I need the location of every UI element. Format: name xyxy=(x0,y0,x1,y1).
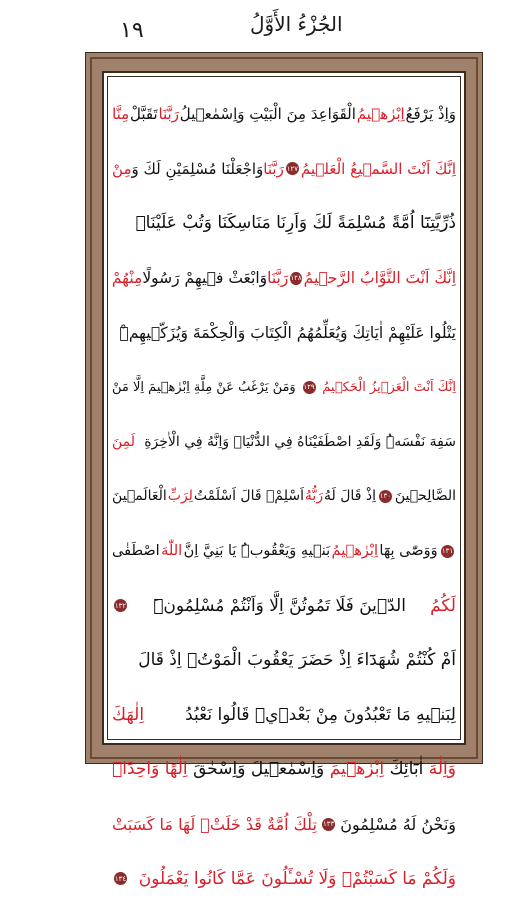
text-line xyxy=(112,415,456,470)
text-line xyxy=(112,305,456,360)
text-line xyxy=(112,688,456,743)
text-segment: وَنَحْنُ لَهُ مُسْلِمُونَ xyxy=(340,814,456,834)
text-line xyxy=(112,87,456,142)
text-line xyxy=(112,469,456,524)
text-segment: الدّٖينَ فَلَا تَمُوتُنَّ اِلَّا وَاَنْتُمْ مُسْلِمُونَۜ xyxy=(153,595,406,616)
verse-number-marker: ١٣٤ xyxy=(114,872,127,885)
highlighted-text-segment: اِلٰهَكَ xyxy=(112,704,145,725)
text-segment: بَنٖيهِ وَيَعْقُوبُۜ يَا بَنِيَّ اِنَّ xyxy=(183,543,331,560)
verse-number-marker: ١٣٣ xyxy=(322,818,335,831)
highlighted-text-segment: رَبَّنَا xyxy=(263,159,284,178)
text-segment: الْقَوَاعِدَ مِنَ الْبَيْتِ وَاِسْمٰعٖيلُ xyxy=(179,105,356,124)
text-segment: اِذْ قَالَ لَهُ xyxy=(324,488,376,505)
highlighted-text-segment: لَمِنَ xyxy=(112,433,136,450)
text-line xyxy=(112,142,456,197)
highlighted-text-segment: اِنَّكَ اَنْتَ الْعَزٖيزُ الْحَكٖيمُ xyxy=(322,379,456,395)
highlighted-text-segment: وَلَكُمْ مَا كَسَبْتُمْۚ وَلَا تُسْـَٔلُونَ عَمَّا كَانُوا يَعْمَلُونَ xyxy=(138,868,456,889)
highlighted-text-segment: رَبُّهُ xyxy=(304,488,324,505)
quran-text-block xyxy=(112,87,456,906)
text-line xyxy=(112,742,456,797)
text-segment: اَمْ كُنْتُمْ شُهَدَٓاءَ اِذْ حَضَرَ يَعْقُوبَ الْمَوْتُۙ اِذْ قَالَ xyxy=(138,650,456,671)
highlighted-text-segment: لِرَبِّ xyxy=(167,488,193,505)
text-segment: وَاجْعَلْنَا مُسْلِمَيْنِ لَكَ وَ xyxy=(131,159,264,178)
highlighted-text-segment: اِبْرٰهٖيمَ xyxy=(329,759,385,780)
text-segment: وَابْعَثْ فٖيهِمْ رَسُولًا xyxy=(142,269,268,288)
text-line xyxy=(112,196,456,251)
text-line xyxy=(112,797,456,852)
text-line xyxy=(112,360,456,415)
text-line xyxy=(112,251,456,306)
page-number: ١٩ xyxy=(120,18,144,43)
text-segment: ذُرِّيَّتِنَٓا اُمَّةً مُسْلِمَةً لَكَ وَاَرِنَا مَنَاسِكَنَا وَتُبْ عَلَيْنَاۚ xyxy=(135,213,456,234)
highlighted-text-segment: اِبْرٰهٖيمُ xyxy=(331,543,378,560)
text-segment: اَسْلِمْۙ قَالَ اَسْلَمْتُ xyxy=(193,488,304,505)
text-line xyxy=(112,851,456,906)
text-line xyxy=(112,524,456,579)
text-segment: الْعَالَمٖينَ xyxy=(112,488,167,505)
highlighted-text-segment: لَكُمُ xyxy=(430,595,456,616)
highlighted-text-segment: وَاِلٰهَ xyxy=(428,759,456,780)
page-header xyxy=(0,0,518,56)
verse-number-marker: ١٣٠ xyxy=(379,490,392,503)
highlighted-text-segment: رَبَّنَا xyxy=(158,105,179,124)
highlighted-text-segment: رَبَّنَا xyxy=(267,269,289,288)
text-line xyxy=(112,578,456,633)
text-segment: يَتْلُوا عَلَيْهِمْ اٰيَاتِكَ وَيُعَلِّمُهُمُ الْكِتَابَ وَالْحِكْمَةَ وَيُزَكّٖيهِمْۜ xyxy=(119,323,456,342)
highlighted-text-segment: اللّٰهَ xyxy=(161,543,183,560)
highlighted-text-segment: اِنَّكَ اَنْتَ التَّوَّابُ الرَّحٖيمُ xyxy=(303,269,456,288)
text-line xyxy=(112,633,456,688)
text-panel xyxy=(102,71,466,889)
text-segment: سَفِهَ نَفْسَهُۜ وَلَقَدِ اصْطَفَيْنَاهُ فِي الدُّنْيَاۚ وَاِنَّهُ فِي الْاٰخِرَةِ xyxy=(144,433,456,450)
verse-number-marker: ١٢٩ xyxy=(303,381,316,394)
verse-number-marker: ١٢٧ xyxy=(286,162,299,175)
text-segment: وَوَصّٰى بِهَٓا xyxy=(379,543,438,560)
verse-number-marker: ١٢٨ xyxy=(290,272,301,285)
highlighted-text-segment: اِبْرٰهٖيمُ xyxy=(356,105,405,124)
ornamental-frame xyxy=(85,52,483,889)
text-segment: اٰبَٓائِكَ xyxy=(389,759,424,780)
highlighted-text-segment: مِنْ xyxy=(112,159,132,178)
text-segment: وَمَنْ يَرْغَبُ عَنْ مِلَّةِ اِبْرٰهٖيمَ اِلَّا مَنْ xyxy=(112,379,296,395)
highlighted-text-segment: اِلٰهًا وَاحِدًاۚ xyxy=(112,759,188,780)
text-segment: وَاِسْمٰعٖيلَ وَاِسْحٰقَ xyxy=(193,759,325,780)
verse-number-marker: ١٣٢ xyxy=(114,599,127,612)
text-segment: لِبَنٖيهِ مَا تَعْبُدُونَ مِنْ بَعْدٖيۜ قَالُوا نَعْبُدُ xyxy=(185,704,456,725)
juz-title: الجُزْءُ الأَوَّلُ xyxy=(250,12,343,36)
highlighted-text-segment: تِلْكَ اُمَّةٌ قَدْ خَلَتْۚ لَهَا مَا كَسَبَتْ xyxy=(112,814,317,834)
highlighted-text-segment: مِنْهُمْ xyxy=(112,269,143,288)
text-segment: الصَّالِحٖينَ xyxy=(394,488,456,505)
verse-number-marker: ١٣١ xyxy=(441,545,454,558)
text-segment: اصْطَفٰى xyxy=(112,543,160,560)
highlighted-text-segment: اِنَّكَ اَنْتَ السَّمٖيعُ الْعَلٖيمُ xyxy=(300,159,456,178)
highlighted-text-segment: مِنَّا xyxy=(112,105,130,124)
text-segment: تَقَبَّلْ xyxy=(130,105,158,124)
text-segment: وَاِذْ يَرْفَعُ xyxy=(405,105,456,124)
